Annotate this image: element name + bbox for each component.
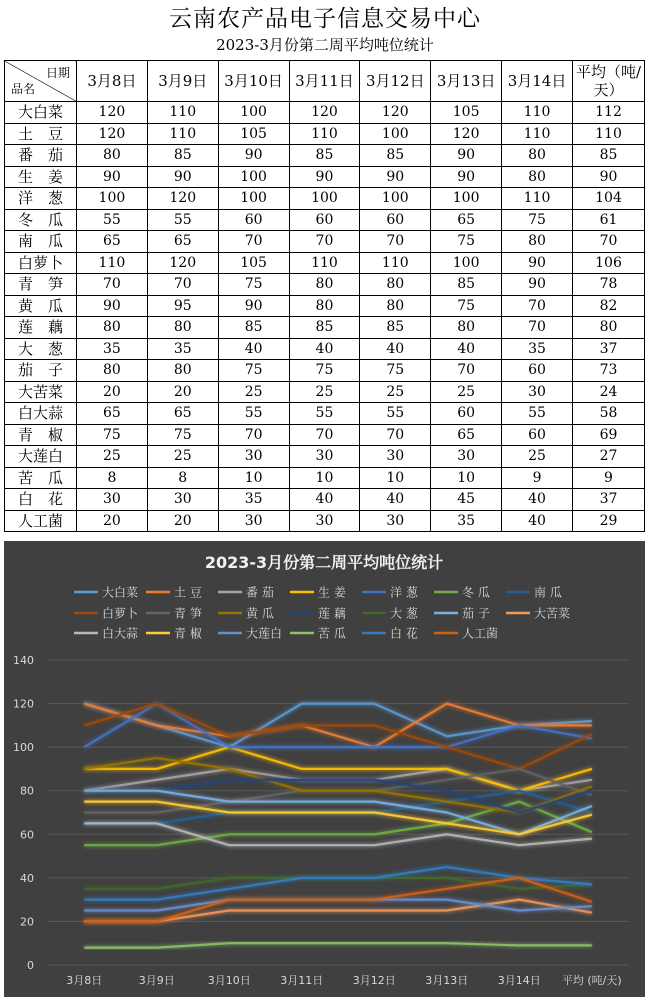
table-cell: 37 bbox=[573, 338, 645, 360]
table-cell: 20 bbox=[77, 510, 148, 532]
table-cell: 65 bbox=[431, 424, 502, 446]
table-cell: 70 bbox=[573, 231, 645, 253]
y-tick-label: 60 bbox=[20, 828, 34, 842]
legend-label: 大莲白 bbox=[246, 626, 283, 641]
table-row bbox=[5, 274, 645, 296]
table-cell: 40 bbox=[360, 489, 431, 511]
table-row bbox=[5, 317, 645, 339]
legend-label: 番 茄 bbox=[246, 585, 274, 600]
table-cell: 55 bbox=[502, 403, 573, 425]
table-cell: 80 bbox=[147, 317, 218, 339]
table-cell: 40 bbox=[289, 338, 360, 360]
table-cell: 100 bbox=[431, 188, 502, 210]
table-cell: 120 bbox=[147, 252, 218, 274]
table-cell: 85 bbox=[573, 145, 645, 167]
table-cell: 65 bbox=[77, 231, 148, 253]
table-cell: 10 bbox=[360, 467, 431, 489]
table-cell: 40 bbox=[431, 338, 502, 360]
series-line bbox=[84, 943, 592, 947]
legend-label: 青 椒 bbox=[174, 626, 202, 641]
table-cell: 100 bbox=[289, 188, 360, 210]
table-cell: 80 bbox=[502, 231, 573, 253]
table-cell: 100 bbox=[218, 166, 289, 188]
legend-label: 冬 瓜 bbox=[462, 585, 490, 600]
series-line bbox=[84, 791, 592, 824]
chart-y-axis bbox=[13, 654, 34, 972]
table-cell: 100 bbox=[360, 188, 431, 210]
table-cell: 35 bbox=[218, 489, 289, 511]
table-cell: 110 bbox=[502, 188, 573, 210]
table-cell: 20 bbox=[147, 510, 218, 532]
column-header: 3月10日 bbox=[218, 61, 289, 102]
y-tick-label: 40 bbox=[20, 871, 34, 885]
row-product-name: 青 椒 bbox=[5, 424, 77, 446]
line-chart bbox=[4, 541, 645, 997]
table-cell: 70 bbox=[360, 231, 431, 253]
column-header: 3月13日 bbox=[431, 61, 502, 102]
table-cell: 112 bbox=[573, 102, 645, 124]
table-cell: 30 bbox=[289, 446, 360, 468]
table-cell: 90 bbox=[431, 166, 502, 188]
legend-label: 人工菌 bbox=[462, 626, 499, 641]
table-cell: 10 bbox=[218, 467, 289, 489]
table-cell: 30 bbox=[431, 446, 502, 468]
table-cell: 90 bbox=[218, 295, 289, 317]
table-cell: 70 bbox=[218, 231, 289, 253]
table-cell: 75 bbox=[218, 274, 289, 296]
table-cell: 35 bbox=[147, 338, 218, 360]
table-cell: 90 bbox=[573, 166, 645, 188]
table-cell: 65 bbox=[431, 209, 502, 231]
legend-label: 大白菜 bbox=[102, 585, 139, 600]
table-cell: 55 bbox=[77, 209, 148, 231]
table-row bbox=[5, 166, 645, 188]
table-cell: 110 bbox=[502, 102, 573, 124]
series-line bbox=[84, 867, 592, 900]
table-row bbox=[5, 424, 645, 446]
table-cell: 75 bbox=[147, 424, 218, 446]
table-cell: 45 bbox=[431, 489, 502, 511]
table-cell: 85 bbox=[431, 274, 502, 296]
table-cell: 90 bbox=[77, 295, 148, 317]
table-cell: 40 bbox=[502, 510, 573, 532]
table-cell: 24 bbox=[573, 381, 645, 403]
table-cell: 75 bbox=[360, 360, 431, 382]
table-row bbox=[5, 338, 645, 360]
table-cell: 120 bbox=[289, 102, 360, 124]
table-cell: 90 bbox=[218, 145, 289, 167]
y-tick-label: 0 bbox=[27, 959, 34, 972]
x-tick-label: 3月12日 bbox=[352, 974, 396, 987]
table-cell: 9 bbox=[573, 467, 645, 489]
row-product-name: 青 笋 bbox=[5, 274, 77, 296]
table-cell: 80 bbox=[502, 166, 573, 188]
table-cell: 9 bbox=[502, 467, 573, 489]
table-cell: 80 bbox=[360, 295, 431, 317]
document-subtitle: 2023-3月份第二周平均吨位统计 bbox=[216, 36, 434, 54]
table-cell: 69 bbox=[573, 424, 645, 446]
table-cell: 75 bbox=[77, 424, 148, 446]
legend-label: 南 瓜 bbox=[534, 585, 562, 600]
y-tick-label: 140 bbox=[13, 654, 34, 667]
table-cell: 10 bbox=[289, 467, 360, 489]
table-cell: 120 bbox=[147, 188, 218, 210]
row-product-name: 番 茄 bbox=[5, 145, 77, 167]
row-product-name: 莲 藕 bbox=[5, 317, 77, 339]
legend-label: 大苦菜 bbox=[534, 606, 571, 621]
row-product-name: 白萝卜 bbox=[5, 252, 77, 274]
series-line bbox=[84, 780, 592, 813]
document-title: 云南农产品电子信息交易中心 bbox=[169, 6, 481, 32]
table-cell: 90 bbox=[147, 166, 218, 188]
table-cell: 80 bbox=[77, 360, 148, 382]
table-cell: 25 bbox=[502, 446, 573, 468]
row-product-name: 白 花 bbox=[5, 489, 77, 511]
corner-date-label: 日期 bbox=[45, 66, 70, 80]
column-header: 平均（吨/天） bbox=[573, 61, 645, 102]
table-cell: 120 bbox=[77, 123, 148, 145]
table-cell: 70 bbox=[502, 295, 573, 317]
table-cell: 75 bbox=[431, 231, 502, 253]
table-cell: 80 bbox=[573, 317, 645, 339]
legend-label: 大 葱 bbox=[390, 606, 418, 621]
table-cell: 75 bbox=[218, 360, 289, 382]
table-row bbox=[5, 510, 645, 532]
table-cell: 90 bbox=[360, 166, 431, 188]
x-tick-label: 3月14日 bbox=[497, 974, 541, 987]
series-line bbox=[84, 758, 592, 813]
table-cell: 75 bbox=[431, 295, 502, 317]
legend-label: 白 花 bbox=[390, 626, 418, 641]
table-cell: 80 bbox=[147, 360, 218, 382]
table-cell: 100 bbox=[77, 188, 148, 210]
table-cell: 25 bbox=[147, 446, 218, 468]
table-cell: 55 bbox=[360, 403, 431, 425]
table-row bbox=[5, 489, 645, 511]
table-cell: 70 bbox=[77, 274, 148, 296]
table-cell: 60 bbox=[360, 209, 431, 231]
y-tick-label: 100 bbox=[13, 741, 34, 755]
row-product-name: 人工菌 bbox=[5, 510, 77, 532]
table-cell: 70 bbox=[431, 360, 502, 382]
table-cell: 85 bbox=[360, 317, 431, 339]
table-cell: 30 bbox=[360, 446, 431, 468]
table-cell: 65 bbox=[77, 403, 148, 425]
column-header: 3月11日 bbox=[289, 61, 360, 102]
table-row bbox=[5, 188, 645, 210]
chart-legend bbox=[74, 585, 570, 641]
table-row bbox=[5, 145, 645, 167]
table-cell: 110 bbox=[289, 252, 360, 274]
table-cell: 85 bbox=[289, 145, 360, 167]
table-cell: 100 bbox=[218, 102, 289, 124]
table-cell: 30 bbox=[502, 381, 573, 403]
row-product-name: 生 姜 bbox=[5, 166, 77, 188]
table-cell: 27 bbox=[573, 446, 645, 468]
y-tick-label: 80 bbox=[20, 784, 34, 798]
legend-label: 苦 瓜 bbox=[318, 626, 346, 641]
table-cell: 30 bbox=[289, 510, 360, 532]
legend-label: 白大蒜 bbox=[102, 626, 139, 641]
chart-title: 2023-3月份第二周平均吨位统计 bbox=[204, 553, 444, 572]
table-row bbox=[5, 360, 645, 382]
table-cell: 95 bbox=[147, 295, 218, 317]
table-cell: 90 bbox=[77, 166, 148, 188]
legend-label: 黄 瓜 bbox=[246, 606, 274, 621]
table-cell: 100 bbox=[431, 252, 502, 274]
table-cell: 90 bbox=[502, 274, 573, 296]
table-cell: 60 bbox=[218, 209, 289, 231]
table-row bbox=[5, 381, 645, 403]
table-cell: 61 bbox=[573, 209, 645, 231]
row-product-name: 大莲白 bbox=[5, 446, 77, 468]
table-cell: 80 bbox=[77, 145, 148, 167]
table-body bbox=[5, 102, 645, 532]
row-product-name: 白大蒜 bbox=[5, 403, 77, 425]
table-cell: 10 bbox=[431, 467, 502, 489]
table-row bbox=[5, 252, 645, 274]
table-cell: 85 bbox=[147, 145, 218, 167]
table-cell: 110 bbox=[77, 252, 148, 274]
series-line bbox=[84, 802, 592, 835]
table-header-row bbox=[5, 61, 645, 102]
table-cell: 70 bbox=[502, 317, 573, 339]
table-cell: 80 bbox=[77, 317, 148, 339]
table-cell: 80 bbox=[502, 145, 573, 167]
y-tick-label: 120 bbox=[13, 697, 34, 711]
table-row bbox=[5, 467, 645, 489]
row-product-name: 洋 葱 bbox=[5, 188, 77, 210]
table-cell: 110 bbox=[147, 123, 218, 145]
table-cell: 25 bbox=[77, 446, 148, 468]
table-cell: 120 bbox=[431, 123, 502, 145]
table-cell: 35 bbox=[77, 338, 148, 360]
table-cell: 30 bbox=[77, 489, 148, 511]
table-cell: 80 bbox=[360, 274, 431, 296]
table-cell: 110 bbox=[502, 123, 573, 145]
table-row bbox=[5, 295, 645, 317]
x-tick-label: 3月10日 bbox=[207, 974, 251, 987]
table-cell: 70 bbox=[289, 424, 360, 446]
table-cell: 73 bbox=[573, 360, 645, 382]
table-cell: 110 bbox=[360, 252, 431, 274]
table-row bbox=[5, 403, 645, 425]
row-product-name: 南 瓜 bbox=[5, 231, 77, 253]
table-cell: 58 bbox=[573, 403, 645, 425]
table-cell: 70 bbox=[360, 424, 431, 446]
table-cell: 82 bbox=[573, 295, 645, 317]
table-cell: 30 bbox=[360, 510, 431, 532]
row-product-name: 大白菜 bbox=[5, 102, 77, 124]
table-cell: 55 bbox=[289, 403, 360, 425]
column-header: 3月14日 bbox=[502, 61, 573, 102]
table-cell: 20 bbox=[77, 381, 148, 403]
legend-label: 生 姜 bbox=[318, 585, 346, 600]
table-cell: 60 bbox=[289, 209, 360, 231]
column-header: 3月9日 bbox=[147, 61, 218, 102]
table-cell: 60 bbox=[431, 403, 502, 425]
table-cell: 25 bbox=[360, 381, 431, 403]
legend-label: 洋 葱 bbox=[390, 585, 418, 600]
table-cell: 110 bbox=[147, 102, 218, 124]
corner-item-label: 品名 bbox=[11, 82, 36, 96]
chart-plot-area bbox=[84, 704, 592, 948]
table-cell: 100 bbox=[218, 188, 289, 210]
table-cell: 80 bbox=[289, 295, 360, 317]
table-cell: 85 bbox=[289, 317, 360, 339]
legend-label: 茄 子 bbox=[462, 606, 490, 621]
legend-label: 白萝卜 bbox=[102, 606, 139, 621]
table-cell: 60 bbox=[502, 424, 573, 446]
table-cell: 65 bbox=[147, 231, 218, 253]
table-corner-cell bbox=[5, 61, 77, 102]
table-cell: 78 bbox=[573, 274, 645, 296]
legend-label: 土 豆 bbox=[174, 585, 202, 600]
table-cell: 29 bbox=[573, 510, 645, 532]
table-cell: 35 bbox=[502, 338, 573, 360]
table-cell: 90 bbox=[289, 166, 360, 188]
table-cell: 30 bbox=[218, 446, 289, 468]
table-row bbox=[5, 123, 645, 145]
table-cell: 105 bbox=[218, 123, 289, 145]
legend-label: 青 笋 bbox=[174, 606, 202, 621]
table-cell: 20 bbox=[147, 381, 218, 403]
table-cell: 80 bbox=[431, 317, 502, 339]
row-product-name: 茄 子 bbox=[5, 360, 77, 382]
table-cell: 105 bbox=[431, 102, 502, 124]
table-cell: 60 bbox=[502, 360, 573, 382]
table-cell: 25 bbox=[289, 381, 360, 403]
row-product-name: 苦 瓜 bbox=[5, 467, 77, 489]
x-tick-label: 3月8日 bbox=[66, 974, 103, 987]
column-header: 3月12日 bbox=[360, 61, 431, 102]
table-cell: 90 bbox=[431, 145, 502, 167]
row-product-name: 土 豆 bbox=[5, 123, 77, 145]
table-cell: 37 bbox=[573, 489, 645, 511]
row-product-name: 大苦菜 bbox=[5, 381, 77, 403]
table-row bbox=[5, 446, 645, 468]
table-cell: 8 bbox=[77, 467, 148, 489]
table-cell: 40 bbox=[218, 338, 289, 360]
table-row bbox=[5, 231, 645, 253]
column-header: 3月8日 bbox=[77, 61, 148, 102]
table-cell: 120 bbox=[360, 102, 431, 124]
table-cell: 25 bbox=[431, 381, 502, 403]
table-cell: 55 bbox=[147, 209, 218, 231]
y-tick-label: 20 bbox=[20, 915, 34, 929]
table-cell: 110 bbox=[573, 123, 645, 145]
table-cell: 40 bbox=[502, 489, 573, 511]
table-cell: 90 bbox=[502, 252, 573, 274]
row-product-name: 大 葱 bbox=[5, 338, 77, 360]
x-tick-label: 平均 (吨/天) bbox=[561, 974, 622, 987]
chart-svg bbox=[4, 541, 645, 997]
table-cell: 30 bbox=[218, 510, 289, 532]
table-cell: 40 bbox=[360, 338, 431, 360]
table-cell: 106 bbox=[573, 252, 645, 274]
table-cell: 105 bbox=[218, 252, 289, 274]
table-cell: 85 bbox=[218, 317, 289, 339]
table-cell: 40 bbox=[289, 489, 360, 511]
table-cell: 110 bbox=[289, 123, 360, 145]
table-cell: 85 bbox=[360, 145, 431, 167]
table-cell: 35 bbox=[431, 510, 502, 532]
table-cell: 104 bbox=[573, 188, 645, 210]
chart-x-axis bbox=[66, 973, 621, 987]
row-product-name: 冬 瓜 bbox=[5, 209, 77, 231]
x-tick-label: 3月13日 bbox=[425, 974, 469, 987]
table-cell: 70 bbox=[147, 274, 218, 296]
table-cell: 30 bbox=[147, 489, 218, 511]
table-cell: 100 bbox=[360, 123, 431, 145]
table-cell: 75 bbox=[502, 209, 573, 231]
table-cell: 80 bbox=[289, 274, 360, 296]
table-cell: 120 bbox=[77, 102, 148, 124]
table-cell: 8 bbox=[147, 467, 218, 489]
table-cell: 70 bbox=[289, 231, 360, 253]
table-cell: 25 bbox=[218, 381, 289, 403]
table-cell: 70 bbox=[218, 424, 289, 446]
legend-label: 莲 藕 bbox=[318, 606, 346, 621]
table-row bbox=[5, 102, 645, 124]
x-tick-label: 3月9日 bbox=[138, 974, 175, 987]
table-cell: 65 bbox=[147, 403, 218, 425]
row-product-name: 黄 瓜 bbox=[5, 295, 77, 317]
x-tick-label: 3月11日 bbox=[280, 974, 324, 987]
table-cell: 55 bbox=[218, 403, 289, 425]
table-row bbox=[5, 209, 645, 231]
tonnage-table bbox=[4, 60, 645, 532]
table-cell: 75 bbox=[289, 360, 360, 382]
